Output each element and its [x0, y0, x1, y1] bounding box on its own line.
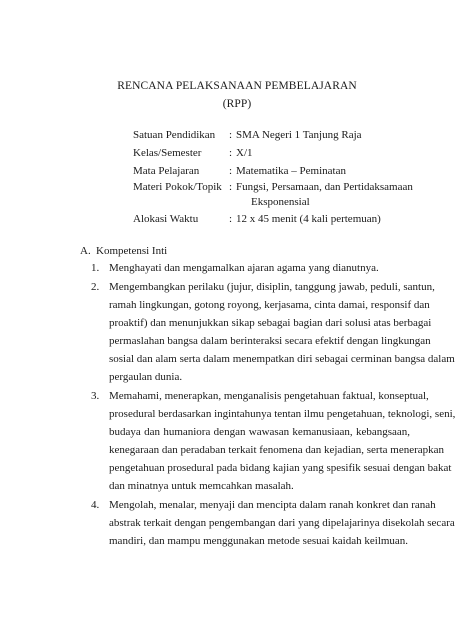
- info-label: Alokasi Waktu: [133, 213, 199, 225]
- info-separator: :: [229, 181, 233, 193]
- document-title: RENCANA PELAKSANAAN PEMBELAJARAN: [117, 80, 357, 92]
- list-item-line: mandiri, dan mampu menggunakan metode sesuai kaidah keilmuan.: [109, 535, 409, 547]
- section-letter: A.: [80, 245, 91, 257]
- list-item-number: 2.: [91, 281, 100, 293]
- info-separator: :: [229, 147, 233, 159]
- document-subtitle: (RPP): [222, 98, 252, 110]
- info-value: Matematika – Peminatan: [236, 165, 346, 177]
- info-value: SMA Negeri 1 Tanjung Raja: [236, 129, 362, 141]
- list-item-line: Memahami, menerapkan, menganalisis pengetahuan faktual, konseptual,: [109, 390, 429, 402]
- list-item-line: dan minatnya untuk memcahkan masalah.: [109, 480, 294, 492]
- info-value: 12 x 45 menit (4 kali pertemuan): [236, 213, 381, 225]
- list-item-line: Mengembangkan perilaku (jujur, disiplin, tanggung jawab, peduli, santun,: [109, 281, 435, 293]
- list-item-line: sosial dan alam serta dalam menempatkan diri sebagai cerminan bangsa dalam: [109, 353, 455, 365]
- list-item-line: Menghayati dan mengamalkan ajaran agama yang dianutnya.: [109, 262, 379, 274]
- list-item-line: abstrak terkait dengan pengembangan dari yang dipelajarinya disekolah secara: [109, 517, 455, 529]
- info-label: Kelas/Semester: [133, 147, 202, 159]
- list-item-line: Mengolah, menalar, menyaji dan mencipta dalam ranah konkret dan ranah: [109, 499, 436, 511]
- info-separator: :: [229, 165, 233, 177]
- info-value: X/1: [236, 147, 253, 159]
- info-separator: :: [229, 129, 233, 141]
- info-separator: :: [229, 213, 233, 225]
- list-item-number: 1.: [91, 262, 100, 274]
- info-label: Satuan Pendidikan: [133, 129, 216, 141]
- list-item-number: 4.: [91, 499, 100, 511]
- list-item-line: proaktif) dan menunjukkan sikap sebagai bagian dari solusi atas berbagai: [109, 317, 432, 329]
- list-item-line: kenegaraan dan peradaban terkait fenomena dan kejadian, serta menerapkan: [109, 444, 445, 456]
- info-label: Mata Pelajaran: [133, 165, 200, 177]
- info-value: Fungsi, Persamaan, dan Pertidaksamaan: [236, 181, 413, 193]
- info-value-continuation: Eksponensial: [251, 196, 310, 208]
- list-item-line: pengetahuan prosedural pada bidang kajian yang spesifik sesuai dengan bakat: [109, 462, 452, 474]
- list-item-line: permaslahan bangsa dalam berinteraksi secara efektif dengan lingkungan: [109, 335, 431, 347]
- list-item-line: ramah lingkungan, gotong royong, kerjasama, cinta damai, responsif dan: [109, 299, 430, 311]
- list-item-line: prosedural berdasarkan ingintahunya tentan ilmu pengetahuan, teknologi, seni,: [109, 408, 456, 420]
- list-item-line: pergaulan dunia.: [109, 371, 183, 383]
- list-item-line: budaya dan humaniora dengan wawasan kemanusiaan, kebangsaan,: [109, 426, 410, 438]
- section-title: Kompetensi Inti: [96, 245, 168, 257]
- info-label: Materi Pokok/Topik: [133, 181, 222, 193]
- list-item-number: 3.: [91, 390, 100, 402]
